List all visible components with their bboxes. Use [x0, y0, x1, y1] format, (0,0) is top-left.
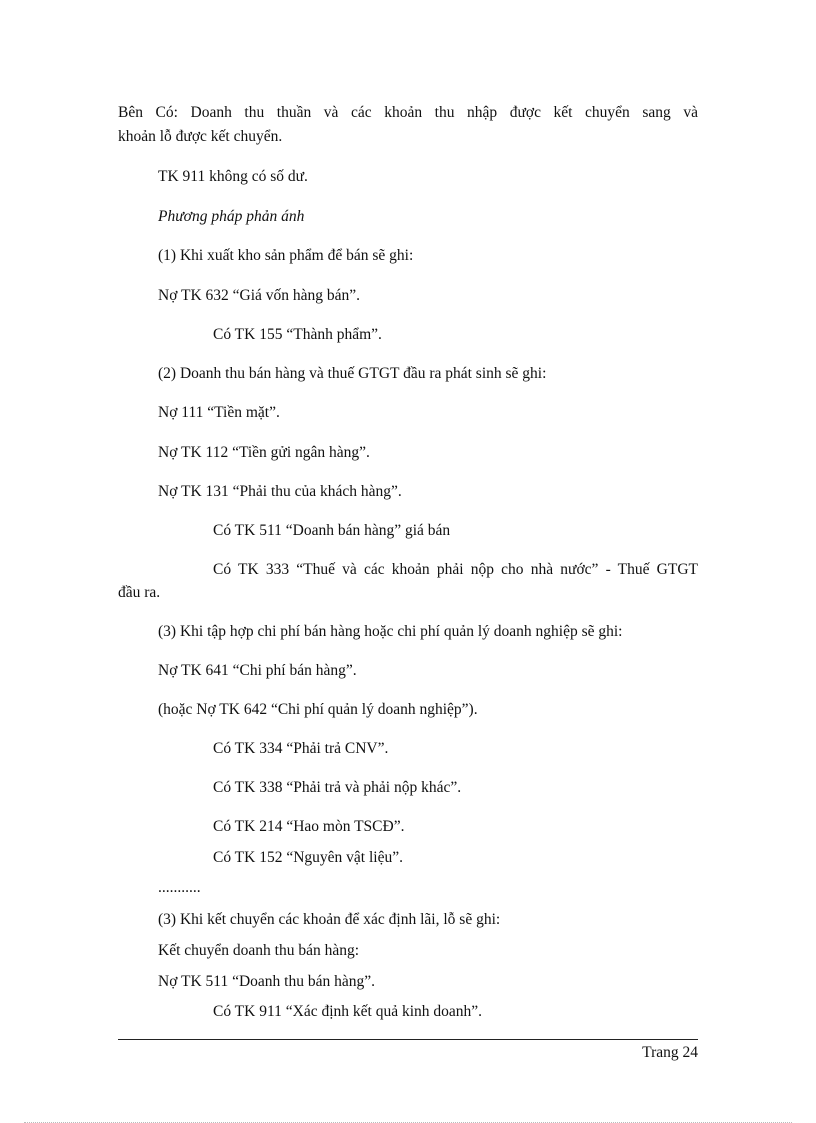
page-number: Trang 24: [642, 1044, 698, 1061]
entry-credit-333: Có TK 333 “Thuế và các khoản phải nộp cho nhà nước” - Thuế GTGT: [213, 561, 698, 578]
entry-credit-333-cont: đầu ra.: [118, 584, 161, 601]
step-1: (1) Khi xuất kho sản phẩm để bán sẽ ghi:: [158, 247, 414, 264]
step-2: (2) Doanh thu bán hàng và thuế GTGT đầu ra phát sinh sẽ ghi:: [158, 365, 547, 382]
entry-credit-152: Có TK 152 “Nguyên vật liệu”.: [213, 849, 403, 866]
entry-credit-155: Có TK 155 “Thành phẩm”.: [213, 326, 382, 343]
step-3-closing: (3) Khi kết chuyển các khoản để xác định lãi, lỗ sẽ ghi:: [158, 911, 501, 928]
paragraph-credit-side: Bên Có: Doanh thu thuần và các khoản thu nhập được kết chuyển sang và: [118, 104, 698, 121]
entry-debit-632: Nợ TK 632 “Giá vốn hàng bán”.: [158, 287, 361, 304]
entry-debit-111: Nợ 111 “Tiền mặt”.: [158, 404, 280, 421]
closing-revenue-heading: Kết chuyển doanh thu bán hàng:: [158, 942, 360, 959]
text-no-balance: TK 911 không có số dư.: [158, 168, 308, 185]
entry-debit-112: Nợ TK 112 “Tiền gửi ngân hàng”.: [158, 444, 370, 461]
section-heading: Phương pháp phản ánh: [158, 208, 305, 225]
paragraph-credit-side-cont: khoản lỗ được kết chuyển.: [118, 128, 283, 145]
step-3-costs: (3) Khi tập hợp chi phí bán hàng hoặc chi phí quản lý doanh nghiệp sẽ ghi:: [158, 623, 623, 640]
entry-credit-911: Có TK 911 “Xác định kết quả kinh doanh”.: [213, 1003, 483, 1020]
entry-debit-511: Nợ TK 511 “Doanh thu bán hàng”.: [158, 973, 375, 990]
entry-credit-338: Có TK 338 “Phải trả và phải nộp khác”.: [213, 779, 462, 796]
ellipsis: ...........: [158, 879, 201, 896]
entry-debit-131: Nợ TK 131 “Phải thu của khách hàng”.: [158, 483, 402, 500]
entry-credit-214: Có TK 214 “Hao mòn TSCĐ”.: [213, 818, 405, 835]
entry-credit-334: Có TK 334 “Phải trả CNV”.: [213, 740, 389, 757]
entry-debit-642: (hoặc Nợ TK 642 “Chi phí quản lý doanh nghiệp”).: [158, 701, 478, 718]
footer-rule: [118, 1039, 698, 1040]
entry-debit-641: Nợ TK 641 “Chi phí bán hàng”.: [158, 662, 357, 679]
entry-credit-511: Có TK 511 “Doanh bán hàng” giá bán: [213, 522, 451, 539]
